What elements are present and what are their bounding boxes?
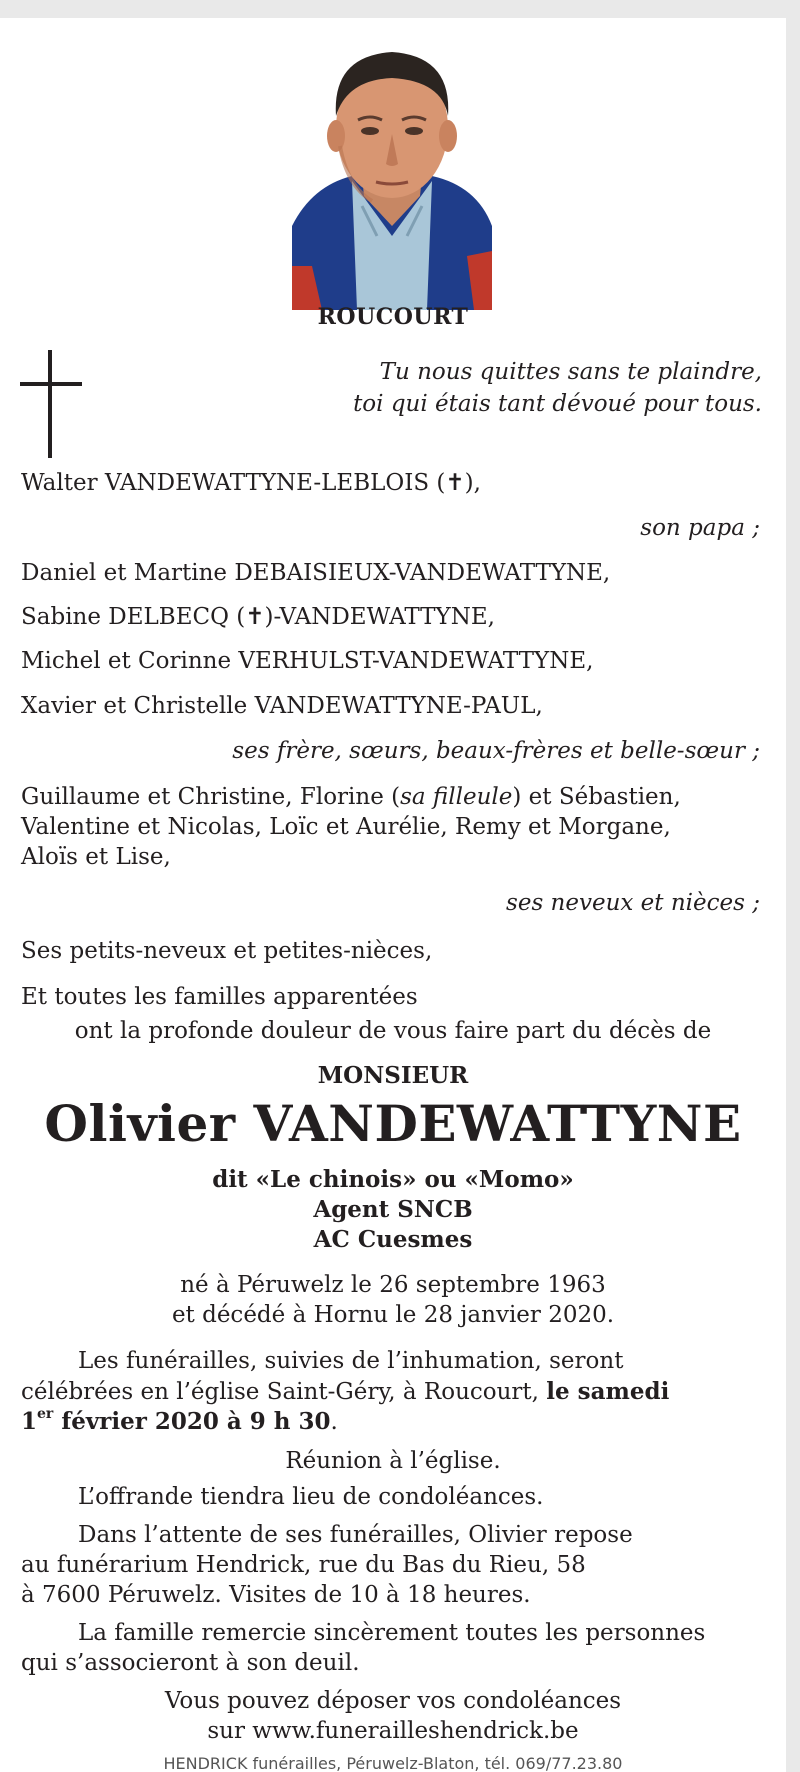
funeral-line: Les funérailles, suivies de l’inhumation, seront bbox=[78, 1348, 624, 1374]
father-name: Walter VANDEWATTYNE-LEBLOIS (✝), bbox=[21, 470, 481, 496]
rest-line: au funérarium Hendrick, rue du Bas du Rieu, 58 bbox=[21, 1552, 586, 1578]
funeral-home-footer: HENDRICK funérailles, Péruwelz-Blaton, tél. 069/77.23.80 bbox=[163, 1754, 623, 1772]
father-role: son papa ; bbox=[640, 515, 760, 541]
nickname: dit «Le chinois» ou «Momo» bbox=[212, 1166, 574, 1193]
portrait-photo bbox=[292, 36, 492, 310]
birth-info: né à Péruwelz le 26 septembre 1963 bbox=[180, 1272, 606, 1298]
nephews-role: ses neveux et nièces ; bbox=[506, 890, 760, 916]
grand-nephews: Ses petits-neveux et petites-nièces, bbox=[21, 938, 433, 964]
meeting-note: Réunion à l’église. bbox=[285, 1448, 501, 1474]
honorific: MONSIEUR bbox=[317, 1062, 469, 1089]
thanks-line: qui s’associeront à son deuil. bbox=[21, 1650, 360, 1676]
funeral-line: célébrées en l’église Saint-Géry, à Roucourt, le samedi bbox=[21, 1378, 670, 1405]
nephews-line: Valentine et Nicolas, Loïc et Aurélie, Remy et Morgane, bbox=[21, 814, 671, 840]
offering-note: L’offrande tiendra lieu de condoléances. bbox=[78, 1484, 544, 1510]
condolences-line: Vous pouvez déposer vos condoléances bbox=[164, 1688, 622, 1714]
sibling-line: Michel et Corinne VERHULST-VANDEWATTYNE, bbox=[21, 648, 594, 674]
cross-icon bbox=[20, 350, 82, 458]
sibling-line: Sabine DELBECQ (✝)-VANDEWATTYNE, bbox=[21, 604, 495, 630]
nephews-line: Guillaume et Christine, Florine (sa filleule) et Sébastien, bbox=[21, 784, 681, 810]
relatives: Et toutes les familles apparentées bbox=[21, 984, 418, 1010]
quote-line: toi qui étais tant dévoué pour tous. bbox=[353, 391, 762, 417]
rest-line: à 7600 Péruwelz. Visites de 10 à 18 heures. bbox=[21, 1582, 531, 1608]
obituary-page bbox=[0, 18, 786, 1772]
rest-line: Dans l’attente de ses funérailles, Olivier repose bbox=[78, 1522, 633, 1548]
deceased-name: Olivier VANDEWATTYNE bbox=[44, 1094, 742, 1153]
epitaph-quote bbox=[353, 356, 762, 420]
sibling-line: Daniel et Martine DEBAISIEUX-VANDEWATTYNE, bbox=[21, 560, 611, 586]
death-info: et décédé à Hornu le 28 janvier 2020. bbox=[171, 1302, 615, 1328]
quote-line: Tu nous quittes sans te plaindre, bbox=[379, 359, 762, 385]
announcement: ont la profonde douleur de vous faire part du décès de bbox=[74, 1018, 712, 1044]
sibling-line: Xavier et Christelle VANDEWATTYNE-PAUL, bbox=[21, 693, 543, 719]
siblings-role: ses frère, sœurs, beaux-frères et belle-sœur ; bbox=[232, 738, 760, 764]
goddaughter-note: sa filleule bbox=[400, 784, 513, 810]
funeral-date: 1er février 2020 à 9 h 30. bbox=[21, 1406, 338, 1435]
club: AC Cuesmes bbox=[313, 1226, 473, 1253]
occupation: Agent SNCB bbox=[313, 1196, 473, 1223]
thanks-line: La famille remercie sincèrement toutes les personnes bbox=[78, 1620, 706, 1646]
village-name: ROUCOURT bbox=[317, 304, 469, 330]
condolences-url: sur www.funerailleshendrick.be bbox=[207, 1718, 579, 1744]
nephews-line: Aloïs et Lise, bbox=[21, 844, 171, 870]
